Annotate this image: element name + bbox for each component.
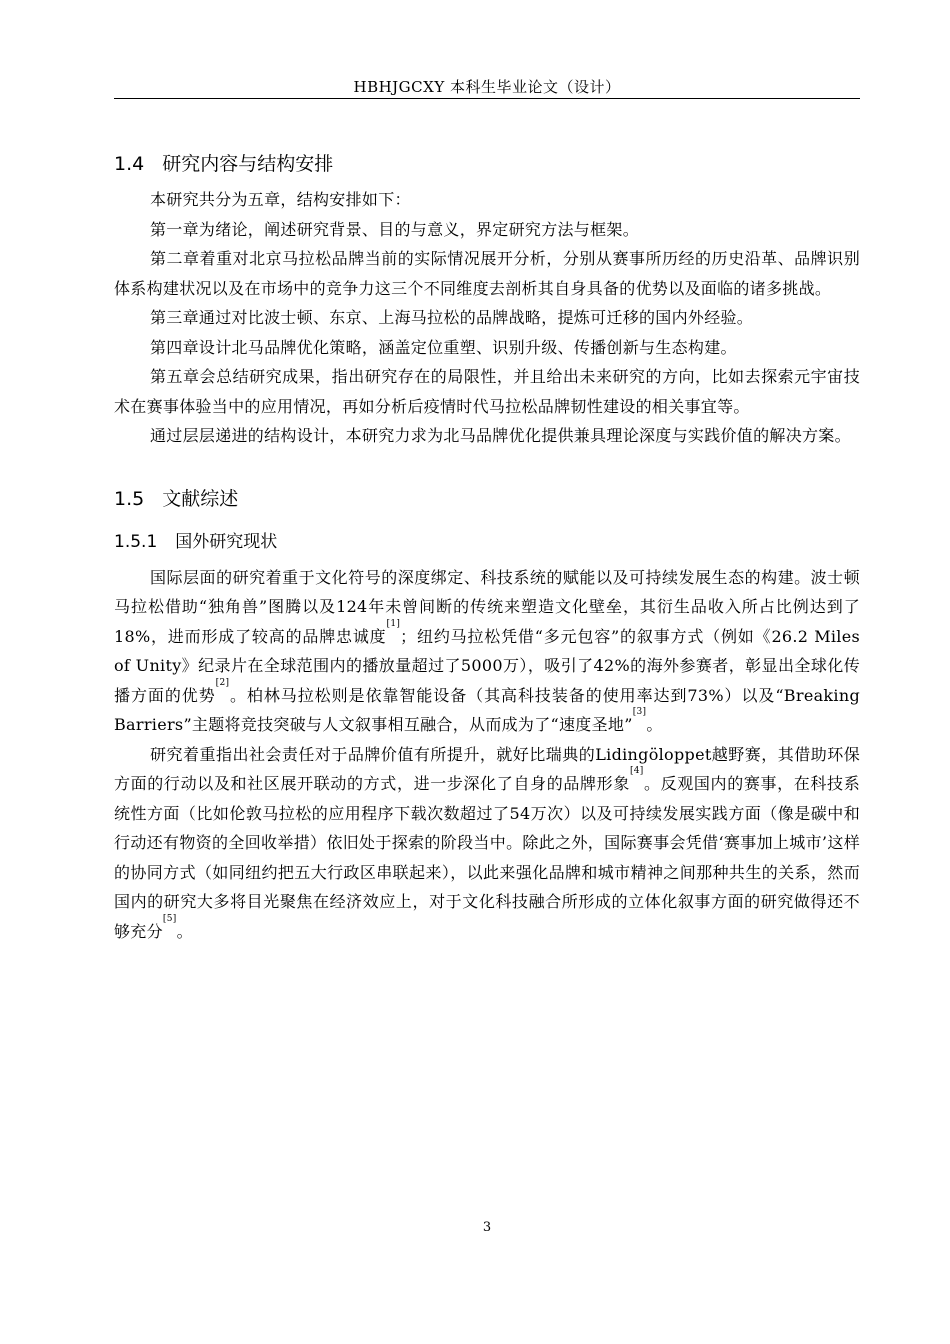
paragraph: 国际层面的研究着重于文化符号的深度绑定、科技系统的赋能以及可持续发展生态的构建。波士顿马拉松借助“独角兽”图腾以及124年未曾间断的传统来塑造文化壁垒，其衍生品收入所占比例达到了18%，进而形成了较高的品牌忠诚度[1]；纽约马拉松凭借“多元包容”的叙事方式（例如《26.2 Miles of Unity》纪录片在全球范围内的播放量超过了5000万），吸引了42%的海外参赛者，彰显出全球化传播方面的优势[2]。柏林马拉松则是依靠智能设备（其高科技装备的使用率达到73%）以及“Breaking Barriers”主题将竞技突破与人文叙事相互融合，从而成为了“速度圣地”[3]。	[114, 567, 860, 734]
subsection-title: 国外研究现状	[175, 531, 278, 552]
subsection-number: 1.5.1	[114, 531, 158, 552]
header-rule	[114, 98, 860, 99]
citation-ref[interactable]: [1]	[386, 618, 401, 629]
section-heading-1-4	[114, 152, 860, 176]
section-title: 研究内容与结构安排	[162, 153, 334, 175]
section-title: 文献综述	[162, 487, 239, 510]
subsection-heading-1-5-1	[114, 531, 860, 553]
paragraph: 第四章设计北马品牌优化策略，涵盖定位重塑、识别升级、传播创新与生态构建。	[150, 337, 737, 357]
section-heading-1-5	[114, 487, 860, 511]
citation-ref[interactable]: [2]	[215, 677, 230, 688]
citation-ref[interactable]: [5]	[162, 913, 177, 924]
section-number: 1.4	[114, 153, 145, 175]
paragraph: 本研究共分为五章，结构安排如下：	[150, 190, 411, 209]
citation-ref[interactable]: [3]	[632, 707, 647, 717]
paragraph: 第二章着重对北京马拉松品牌当前的实际情况展开分析，分别从赛事所历经的历史沿革、品牌识别体系构建状况以及在市场中的竞争力这三个不同维度去剖析其自身具备的优势以及面临的诸多挑战。	[114, 249, 860, 298]
page-number: 3	[482, 1220, 492, 1235]
paragraph: 第三章通过对比波士顿、东京、上海马拉松的品牌战略，提炼可迁移的国内外经验。	[150, 308, 754, 327]
paragraph: 通过层层递进的结构设计，本研究力求为北马品牌优化提供兼具理论深度与实践价值的解决方案。	[150, 426, 851, 445]
page-body	[114, 152, 860, 946]
citation-ref[interactable]: [4]	[629, 766, 644, 776]
paragraph: 第一章为绪论，阐述研究背景、目的与意义，界定研究方法与框架。	[150, 219, 640, 239]
section-number: 1.5	[114, 487, 145, 510]
running-header: HBHJGCXY 本科生毕业论文（设计）	[353, 78, 621, 96]
paragraph: 第五章会总结研究成果，指出研究存在的局限性，并且给出未来研究的方向，比如去探索元宇宙技术在赛事体验当中的应用情况，再如分析后疫情时代马拉松品牌韧性建设的相关事宜等。	[114, 367, 860, 416]
paragraph: 研究着重指出社会责任对于品牌价值有所提升，就好比瑞典的Lidingöloppet越野赛，其借助环保方面的行动以及和社区展开联动的方式，进一步深化了自身的品牌形象[4]。反观国内的赛事，在科技系统性方面（比如伦敦马拉松的应用程序下载次数超过了54万次）以及可持续发展实践方面（像是碳中和行动还有物资的全回收举措）依旧处于探索的阶段当中。除此之外，国际赛事会凭借‘赛事加上城市’这样的协同方式（如同纽约把五大行政区串联起来），以此来强化品牌和城市精神之间那种共生的关系，然而国内的研究大多将目光聚焦在经济效应上，对于文化科技融合所形成的立体化叙事方面的研究做得还不够充分[5]。	[114, 744, 860, 941]
